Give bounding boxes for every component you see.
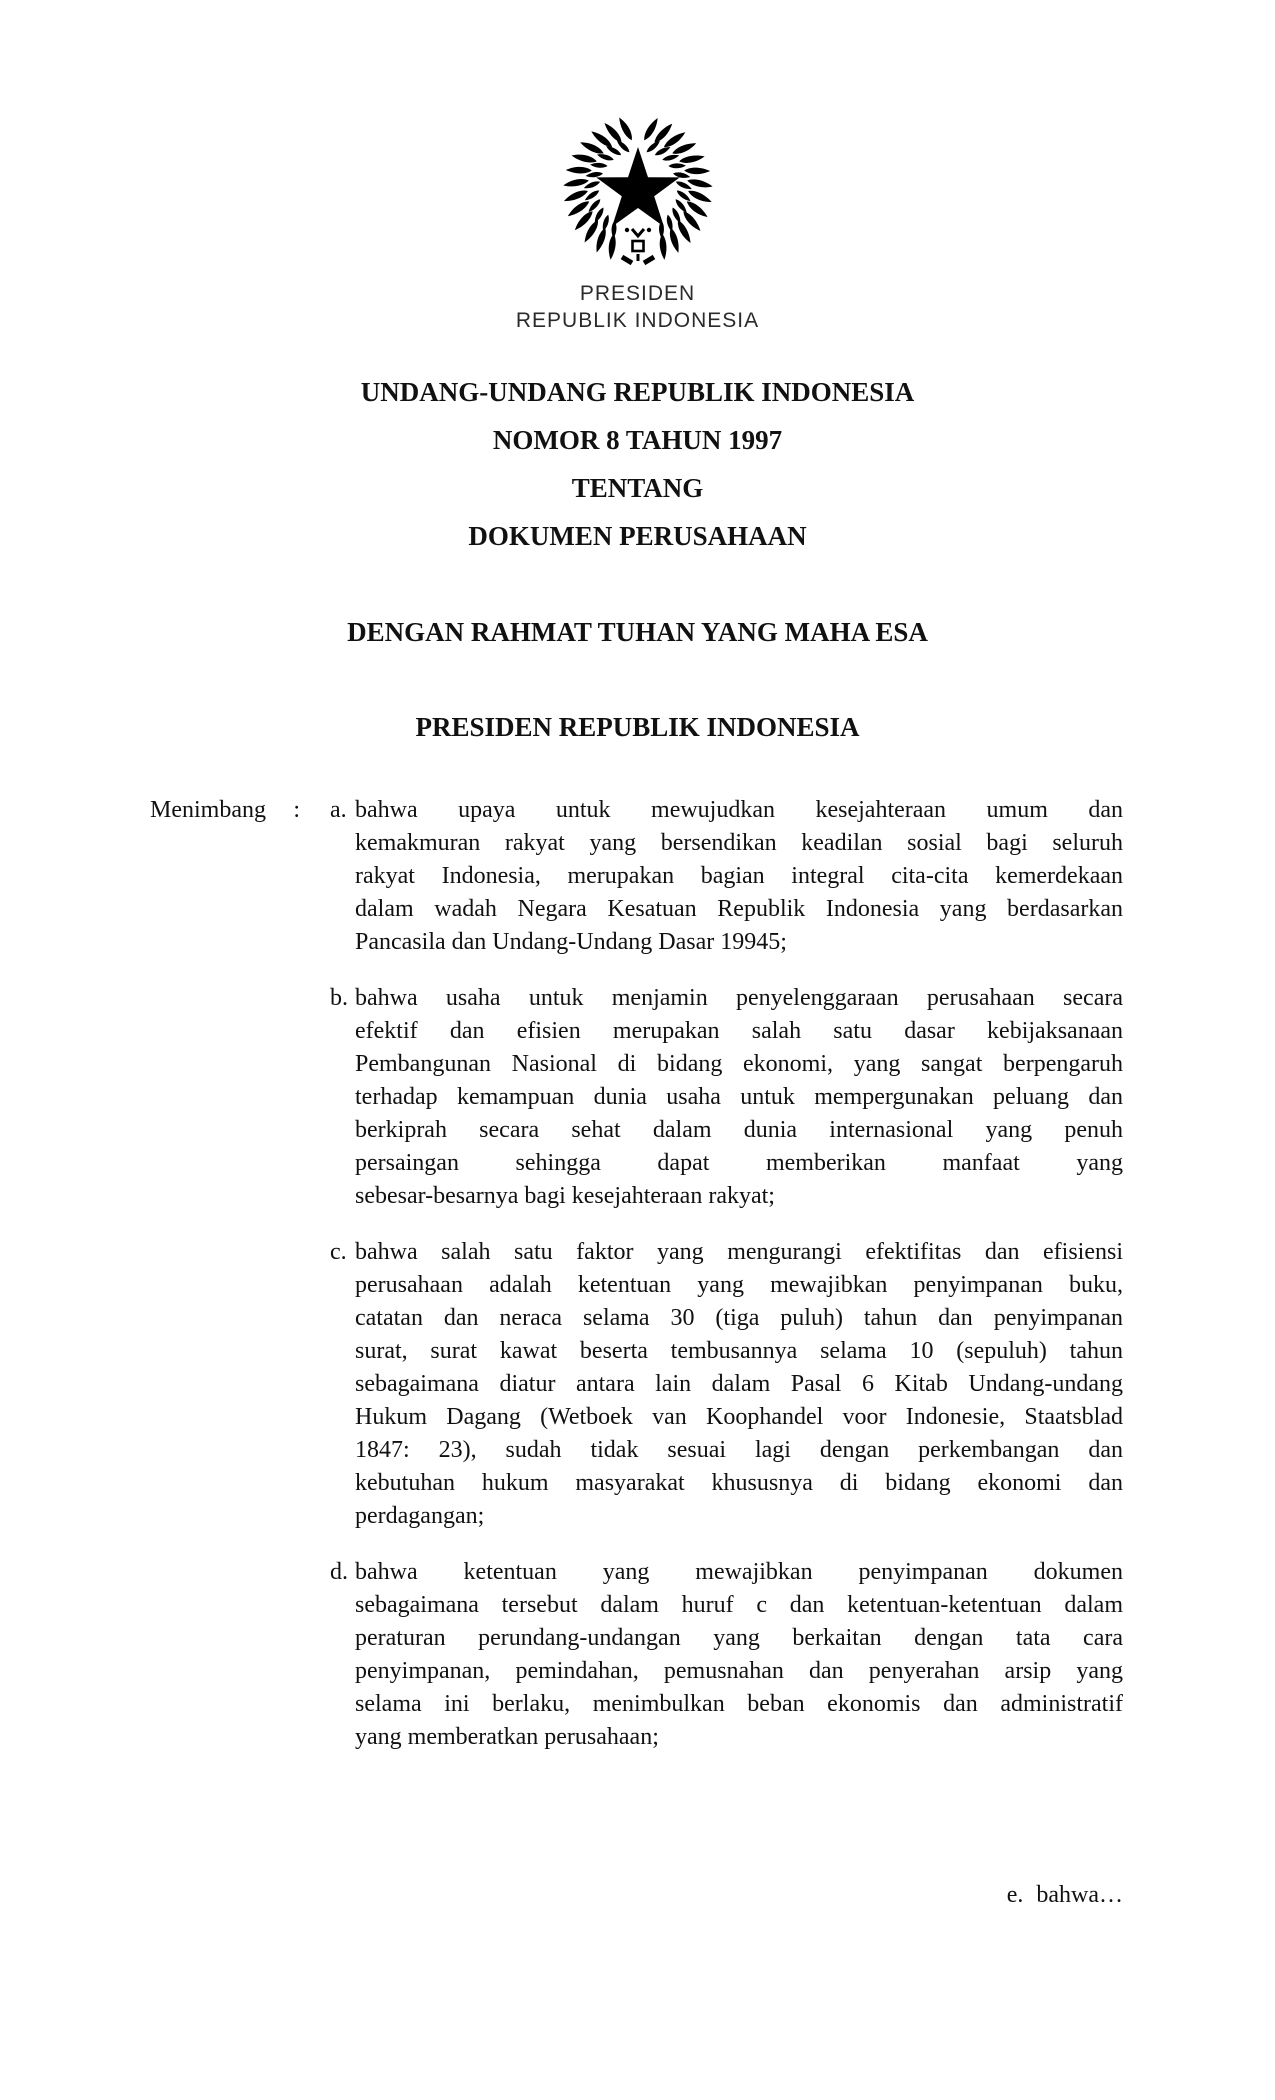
consideration-item-letter: b. (330, 985, 348, 1011)
law-title-line-3: TENTANG (571, 473, 704, 503)
text-line: kebutuhan hukum masyarakat khususnya di bidang ekonomi dan (355, 1470, 1123, 1496)
considerations-label (150, 794, 300, 1777)
text-line: bahwa upaya untuk mewujudkan kesejahteraan umum dan (355, 797, 1123, 823)
text-line: efektif dan efisien merupakan salah satu dasar kebijaksanaan (355, 1018, 1123, 1044)
issuer-heading: PRESIDEN REPUBLIK INDONESIA (415, 712, 860, 742)
text-line: perdagangan; (355, 1503, 485, 1529)
text-line: sebesar-besarnya bagi kesejahteraan rakyat; (355, 1183, 775, 1209)
catchword-line (0, 1879, 1275, 1912)
text-line: selama ini berlaku, menimbulkan beban ekonomis dan administratif (355, 1691, 1123, 1717)
considerations-section (0, 794, 1275, 1777)
text-line: Hukum Dagang (Wetboek van Koophandel voor Indonesie, Staatsblad (355, 1404, 1123, 1430)
text-line: perusahaan adalah ketentuan yang mewajibkan penyimpanan buku, (355, 1272, 1123, 1298)
text-line: terhadap kemampuan dunia usaha untuk mempergunakan peluang dan (355, 1084, 1123, 1110)
letterhead-line-presiden: PRESIDEN (579, 282, 696, 305)
consideration-item-c (330, 1236, 1123, 1533)
letterhead-text (0, 280, 1275, 334)
text-line: sebagaimana diatur antara lain dalam Pasal 6 Kitab Undang-undang (355, 1371, 1123, 1397)
text-line: Pembangunan Nasional di bidang ekonomi, yang sangat berpengaruh (355, 1051, 1123, 1077)
text-line: bahwa salah satu faktor yang mengurangi efektifitas dan efisiensi (355, 1239, 1123, 1265)
text-line: persaingan sehingga dapat memberikan manfaat yang (355, 1150, 1123, 1176)
consideration-item-letter: d. (330, 1559, 348, 1585)
consideration-item-letter: a. (330, 797, 347, 823)
law-title-line-4: DOKUMEN PERUSAHAAN (468, 521, 807, 551)
consideration-item-b (330, 982, 1123, 1213)
consideration-item-letter: c. (330, 1239, 347, 1265)
catchword-letter: e. (1006, 1882, 1024, 1908)
wreath-ribbon-knot (622, 228, 654, 263)
consideration-item-text (355, 1556, 1123, 1754)
text-line: surat, surat kawat beserta tembusannya selama 10 (sepuluh) tahun (355, 1338, 1123, 1364)
letterhead (0, 0, 1275, 334)
considerations-label-text: Menimbang (150, 797, 266, 823)
text-line: penyimpanan, pemindahan, pemusnahan dan penyerahan arsip yang (355, 1658, 1123, 1684)
consideration-item-text (355, 982, 1123, 1213)
text-line: sebagaimana tersebut dalam huruf c dan ketentuan-ketentuan dalam (355, 1592, 1123, 1618)
consideration-item-text (355, 794, 1123, 959)
invocation-heading: DENGAN RAHMAT TUHAN YANG MAHA ESA (347, 617, 928, 647)
considerations-items (330, 794, 1123, 1777)
law-title-line-1: UNDANG-UNDANG REPUBLIK INDONESIA (360, 377, 915, 407)
text-line: bahwa ketentuan yang mewajibkan penyimpanan dokumen (355, 1559, 1123, 1585)
star-wreath-emblem-icon (562, 112, 714, 268)
law-title-line-2: NOMOR 8 TAHUN 1997 (492, 425, 783, 455)
law-title-block (0, 368, 1275, 560)
consideration-item-d (330, 1556, 1123, 1754)
text-line: rakyat Indonesia, merupakan bagian integral cita-cita kemerdekaan (355, 863, 1123, 889)
text-line: 1847: 23), sudah tidak sesuai lagi dengan perkembangan dan (355, 1437, 1123, 1463)
letterhead-line-republik-indonesia: REPUBLIK INDONESIA (515, 309, 760, 332)
text-line: berkiprah secara sehat dalam dunia internasional yang penuh (355, 1117, 1123, 1143)
text-line: Pancasila dan Undang-Undang Dasar 19945; (355, 929, 787, 955)
text-line: catatan dan neraca selama 30 (tiga puluh) tahun dan penyimpanan (355, 1305, 1123, 1331)
consideration-item-text (355, 1236, 1123, 1533)
text-line: kemakmuran rakyat yang bersendikan keadilan sosial bagi seluruh (355, 830, 1123, 856)
text-line: yang memberatkan perusahaan; (355, 1724, 659, 1750)
text-line: peraturan perundang-undangan yang berkaitan dengan tata cara (355, 1625, 1123, 1651)
catchword-text: bahwa… (1036, 1882, 1123, 1908)
text-line: bahwa usaha untuk menjamin penyelenggaraan perusahaan secara (355, 985, 1123, 1011)
text-line: dalam wadah Negara Kesatuan Republik Indonesia yang berdasarkan (355, 896, 1123, 922)
considerations-separator: : (293, 797, 300, 823)
consideration-item-a (330, 794, 1123, 959)
